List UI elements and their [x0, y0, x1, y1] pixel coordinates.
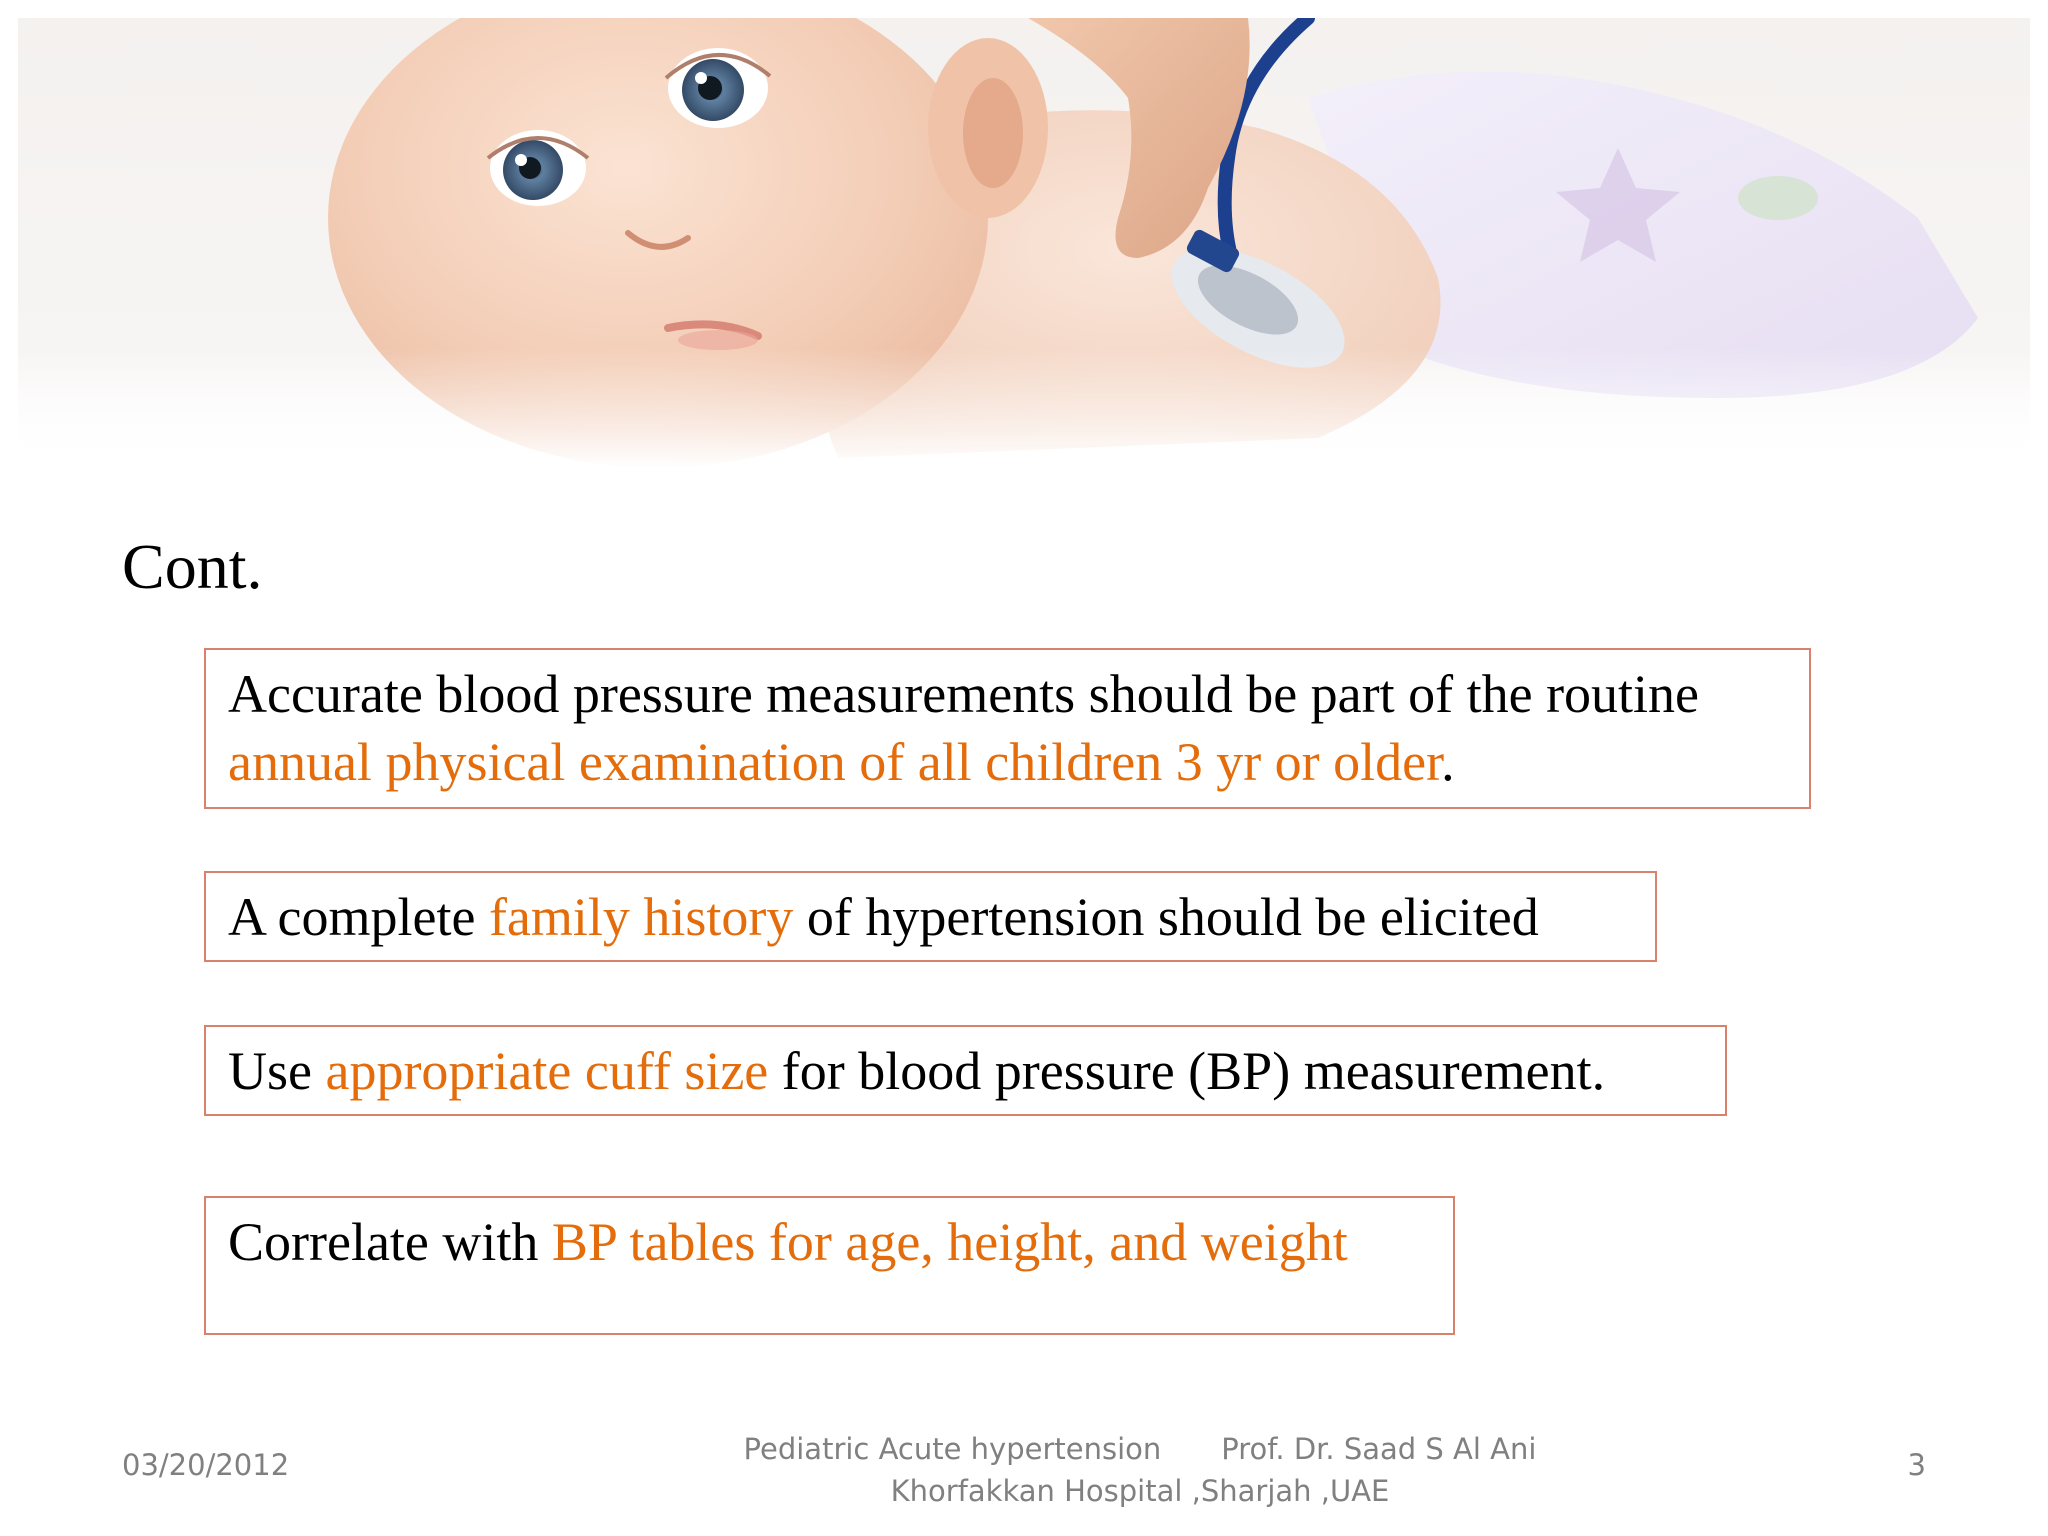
footer-topic: Pediatric Acute hypertension: [743, 1432, 1162, 1466]
footer-page-number: 3: [1907, 1448, 1926, 1482]
footer-info-line-1: [700, 1428, 1580, 1470]
footer-date: 03/20/2012: [122, 1448, 290, 1482]
box-text-lead: A complete: [228, 887, 489, 947]
text-box-family-history: [204, 871, 1657, 962]
box-text-highlight: family history: [488, 887, 794, 947]
box-text-lead: Use: [228, 1041, 326, 1101]
box-text-tail: for blood pressure (BP) measurement.: [768, 1041, 1606, 1101]
footer-author: Prof. Dr. Saad S Al Ani: [1221, 1432, 1537, 1466]
slide-title: Cont.: [122, 531, 263, 602]
footer-info: [700, 1428, 1580, 1512]
box-text-highlight: BP tables for age, height, and weight: [551, 1212, 1348, 1272]
text-box-bp-tables: [204, 1196, 1455, 1335]
box-text-tail: of hypertension should be elicited: [793, 887, 1539, 947]
baby-stethoscope-photo: [18, 18, 2030, 468]
text-box-cuff-size: [204, 1025, 1727, 1116]
box-text-lead: Correlate with: [228, 1212, 552, 1272]
text-box-routine-measurement: [204, 648, 1811, 809]
box-text-highlight: appropriate cuff size: [325, 1041, 769, 1101]
box-text-highlight: annual physical examination of all children 3 yr or older: [228, 732, 1442, 792]
box-text-lead: Accurate blood pressure measurements should be part of the routine: [228, 664, 1700, 724]
box-text-tail: .: [1441, 732, 1455, 792]
footer-location: Khorfakkan Hospital ,Sharjah ,UAE: [890, 1474, 1390, 1508]
